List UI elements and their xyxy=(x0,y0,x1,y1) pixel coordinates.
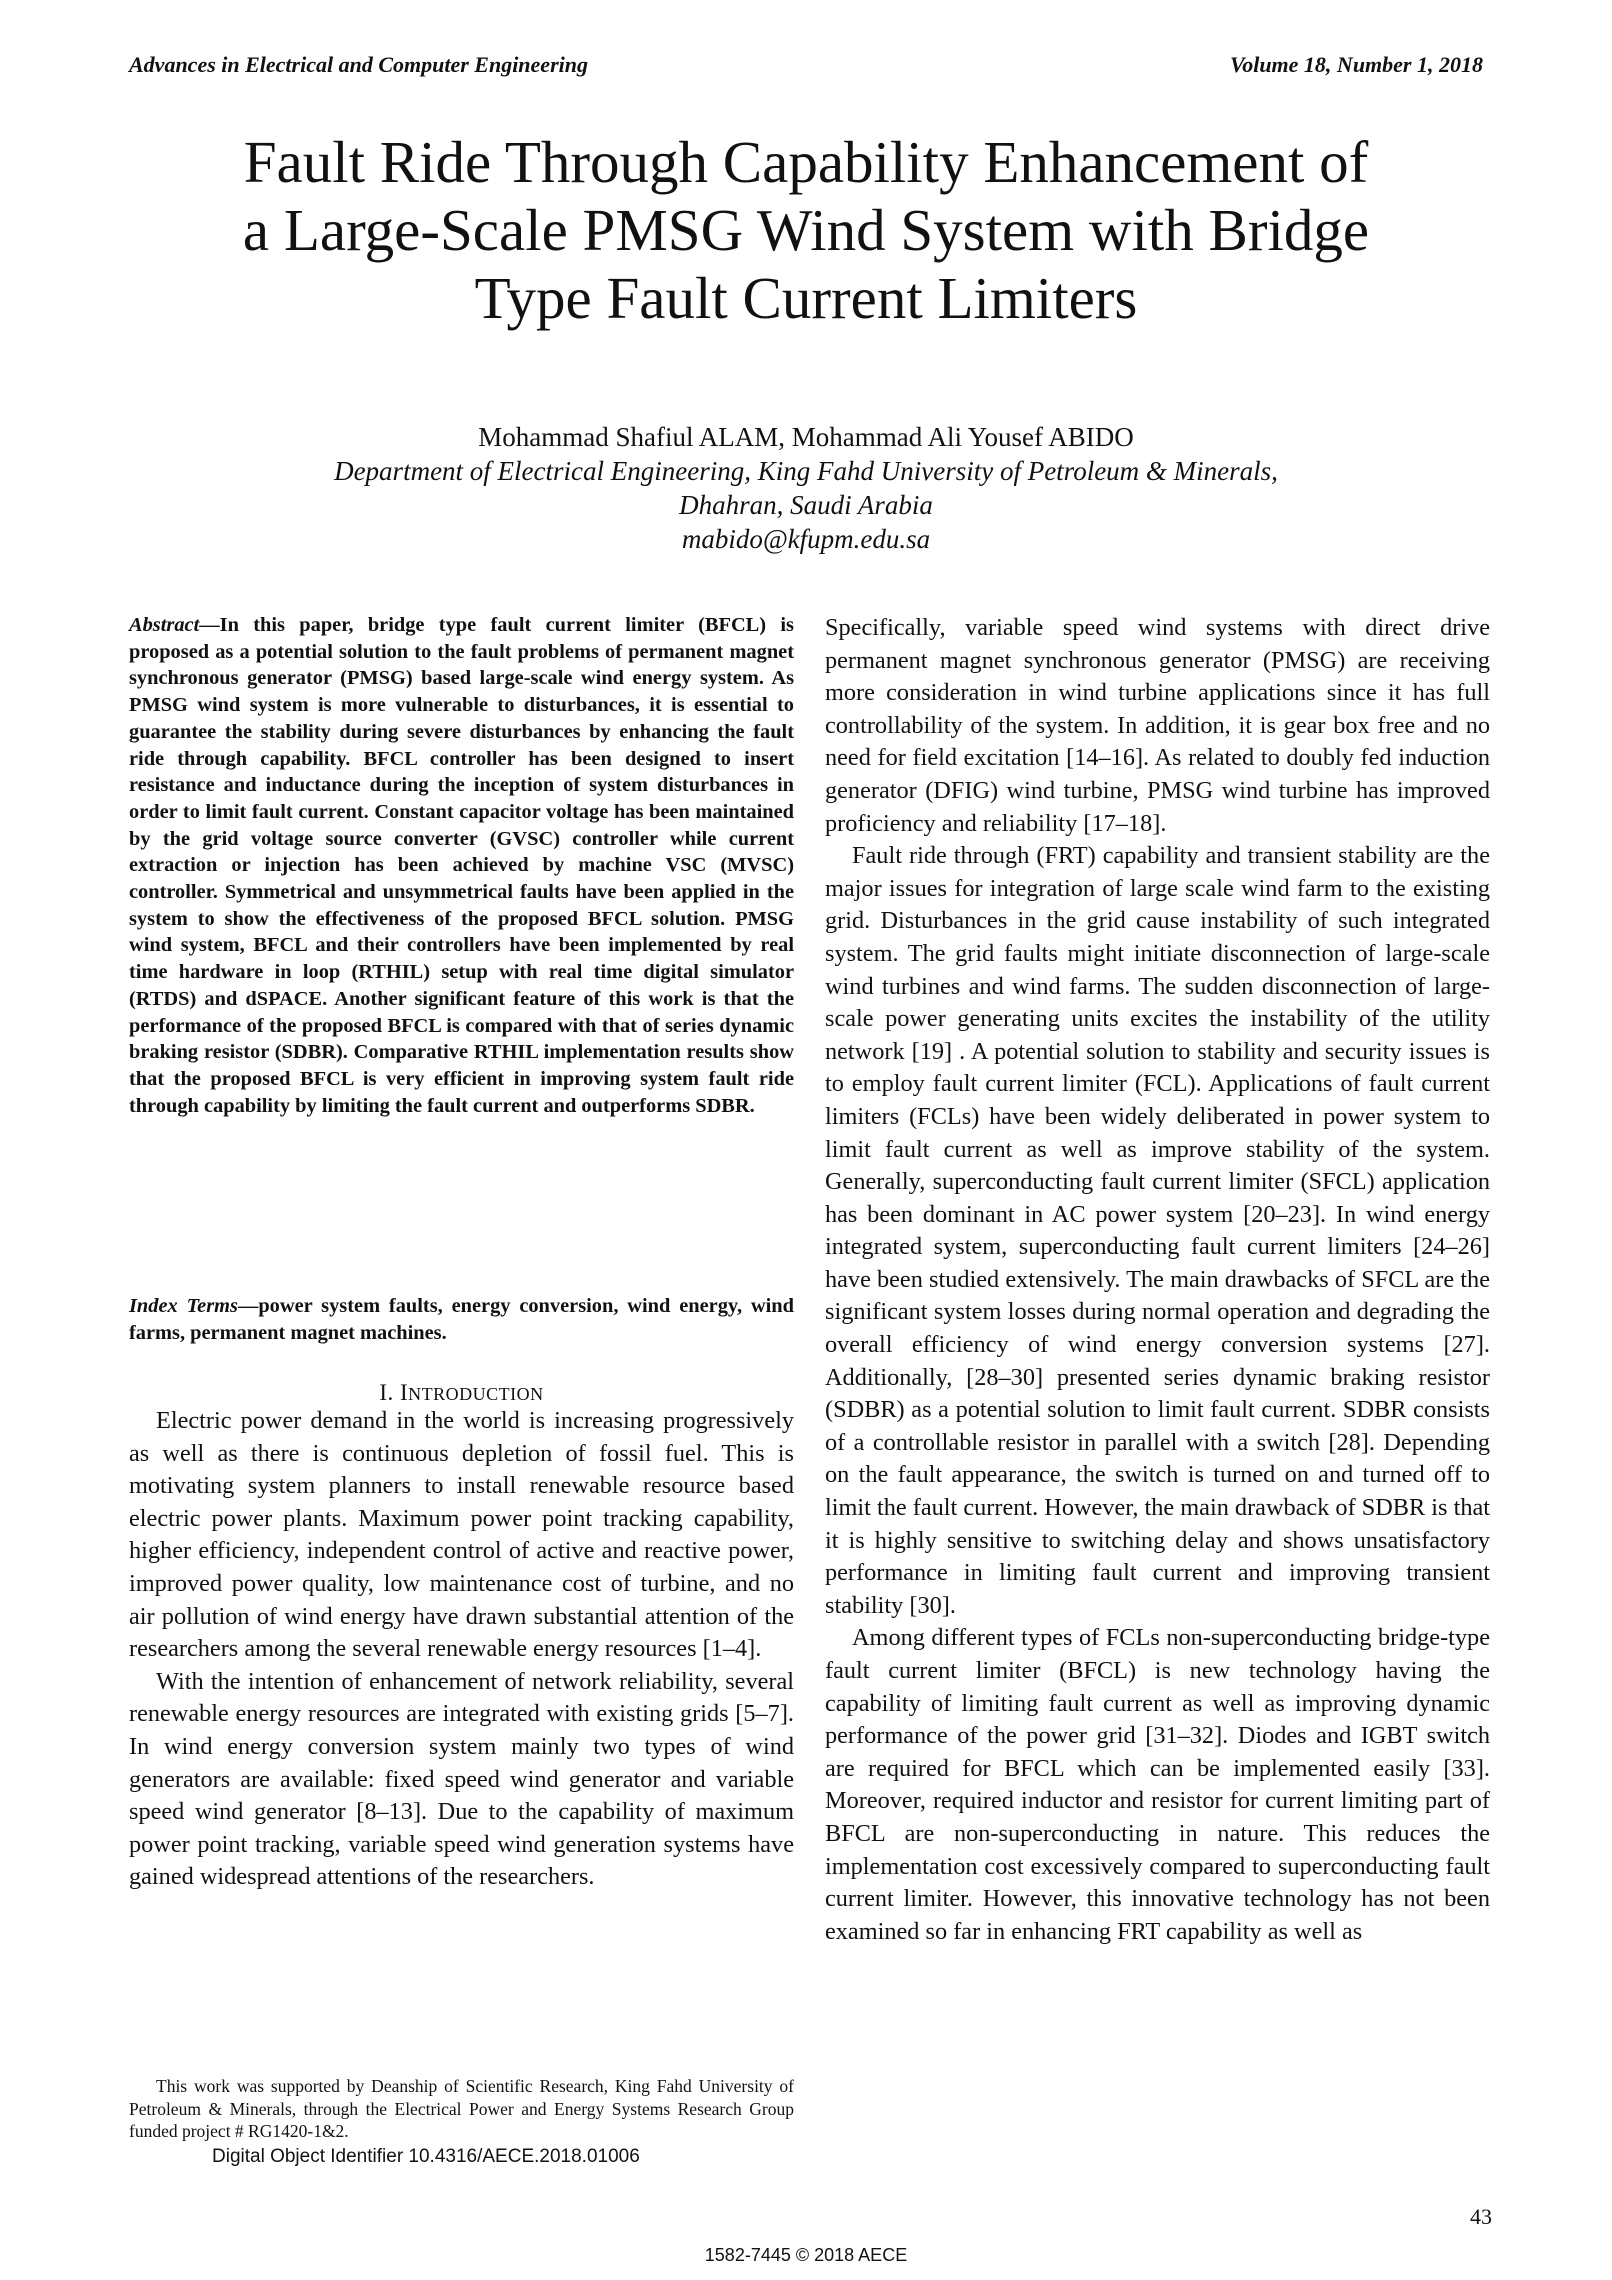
index-terms-text: —power system faults, energy conversion, wind energy, wind farms, permanent magnet machines. xyxy=(129,1295,794,1344)
right-column-body xyxy=(825,612,1490,1948)
section-heading xyxy=(129,1380,794,1406)
footnote xyxy=(129,2075,794,2143)
left-column-body xyxy=(129,1405,794,1894)
abstract-lead: Abstract xyxy=(129,614,200,636)
journal-name: Advances in Electrical and Computer Engineering xyxy=(129,52,588,77)
index-terms xyxy=(129,1293,794,1346)
title-line: Type Fault Current Limiters xyxy=(474,265,1138,331)
abstract-text: —In this paper, bridge type fault current limiter (BFCL) is proposed as a potential solution to the fault problems of permanent magnet synchronous generator (PMSG) based large-scale wind energy system. As PMSG wind system is more vulnerable to disturbances, it is essential to guarantee the stability during severe disturbances by enhancing the fault ride through capability. BFCL controller has been designed to insert resistance and inductance during the inception of system disturbances in order to limit fault current. Constant capacitor voltage has been maintained by the grid voltage source converter (GVSC) controller while current extraction or injection has been achieved by machine VSC (MVSC) controller. Symmetrical and unsymmetrical faults have been applied in the system to show the effectiveness of the proposed BFCL solution. PMSG wind system, BFCL and their controllers have been implemented by real time hardware in loop (RTHIL) setup with real time digital simulator (RTDS) and dSPACE. Another significant feature of this work is that the performance of the proposed BFCL is compared with that of series dynamic braking resistor (SDBR). Comparative RTHIL implementation results show that the proposed BFCL is very efficient in improving system fault ride through capability by limiting the fault current and outperforms SDBR. xyxy=(129,614,794,1117)
paragraph: Fault ride through (FRT) capability and transient stability are the major issues for integration of large scale wind farm to the existing grid. Disturbances in the grid cause instability of such integrated system. The grid faults might initiate disconnection of large-scale wind turbines and wind farms. The sudden disconnection of large-scale power generating units excites the instability of the utility network [19] . A potential solution to stability and security issues is to employ fault current limiter (FCL). Applications of fault current limiters (FCLs) have been widely deliberated in power system to limit fault current as well as improve stability of the system. Generally, superconducting fault current limiter (SFCL) application has been dominant in AC power system [20–23]. In wind energy integrated system, superconducting fault current limiters [24–26] have been studied extensively. The main drawbacks of SFCL are the significant system losses during normal operation and degrading the overall efficiency of wind energy conversion systems [27]. Additionally, [28–30] presented series dynamic braking resistor (SDBR) as a potential solution to limit fault current. SDBR consists of a controllable resistor in parallel with a switch [28]. Depending on the fault appearance, the switch is turned on and turned off to limit the fault current. However, the main drawback of SDBR is that it is highly sensitive to switching delay and shows unsatisfactory performance in limiting fault current and improving transient stability [30]. xyxy=(825,842,1490,1619)
location: Dhahran, Saudi Arabia xyxy=(679,490,933,520)
doi[interactable]: Digital Object Identifier 10.4316/AECE.2018.01006 xyxy=(212,2146,640,2167)
paragraph: Electric power demand in the world is increasing progressively as well as there is continuous depletion of fossil fuel. This is motivating system planners to install renewable resource based electric power plants. Maximum power point tracking capability, higher efficiency, independent control of active and reactive power, improved power quality, low maintenance cost of turbine, and no air pollution of wind energy have drawn substantial attention of the researchers among the several renewable energy resources [1–4]. xyxy=(129,1407,794,1663)
paragraph: With the intention of enhancement of network reliability, several renewable energy resources are integrated with existing grids [5–7]. In wind energy conversion system mainly two types of wind generators are available: fixed speed wind generator and variable speed wind generator [8–13]. Due to the capability of maximum power point tracking, variable speed wind generation systems have gained widespread attentions of the researchers. xyxy=(129,1667,794,1891)
index-terms-lead: Index Terms xyxy=(129,1295,238,1317)
paper-title xyxy=(129,128,1483,332)
page-number: 43 xyxy=(1470,2204,1492,2229)
author-email[interactable]: mabido@kfupm.edu.sa xyxy=(681,524,931,554)
title-line: a Large-Scale PMSG Wind System with Bridge xyxy=(242,197,1370,263)
copyright: 1582-7445 © 2018 AECE xyxy=(704,2245,908,2265)
author-block xyxy=(129,420,1483,556)
abstract xyxy=(129,612,794,1119)
title-line: Fault Ride Through Capability Enhancement of xyxy=(243,129,1369,195)
department: Department of Electrical Engineering, King Fahd University of Petroleum & Minerals, xyxy=(334,456,1278,486)
section-number: I. xyxy=(379,1380,400,1405)
volume-info: Volume 18, Number 1, 2018 xyxy=(1229,52,1483,77)
authors: Mohammad Shafiul ALAM, Mohammad Ali Yousef ABIDO xyxy=(478,422,1134,452)
footnote-text: This work was supported by Deanship of Scientific Research, King Fahd University of Petroleum & Minerals, through the Electrical Power and Energy Systems Research Group funded project # RG1420-1&2. xyxy=(129,2076,794,2141)
paragraph: Specifically, variable speed wind systems with direct drive permanent magnet synchronous generator (PMSG) are receiving more consideration in wind turbine applications since it has full controllability of the system. In addition, it is gear box free and no need for field excitation [14–16]. As related to doubly fed induction generator (DFIG) wind turbine, PMSG wind turbine has improved proficiency and reliability [17–18]. xyxy=(825,614,1490,837)
paragraph: Among different types of FCLs non-superconducting bridge-type fault current limiter (BFCL) is new technology having the capability of limiting fault current as well as improving dynamic performance of the power grid [31–32]. Diodes and IGBT switch are required for BFCL which can be implemented easily [33]. Moreover, required inductor and resistor for current limiting part of BFCL are non-superconducting in nature. This reduces the implementation cost excessively compared to superconducting fault current limiter. However, this innovative technology has not been examined so far in enhancing FRT capability as well as xyxy=(825,1624,1490,1945)
section-title-rest: NTRODUCTION xyxy=(408,1384,544,1404)
section-first-letter: I xyxy=(400,1380,409,1405)
